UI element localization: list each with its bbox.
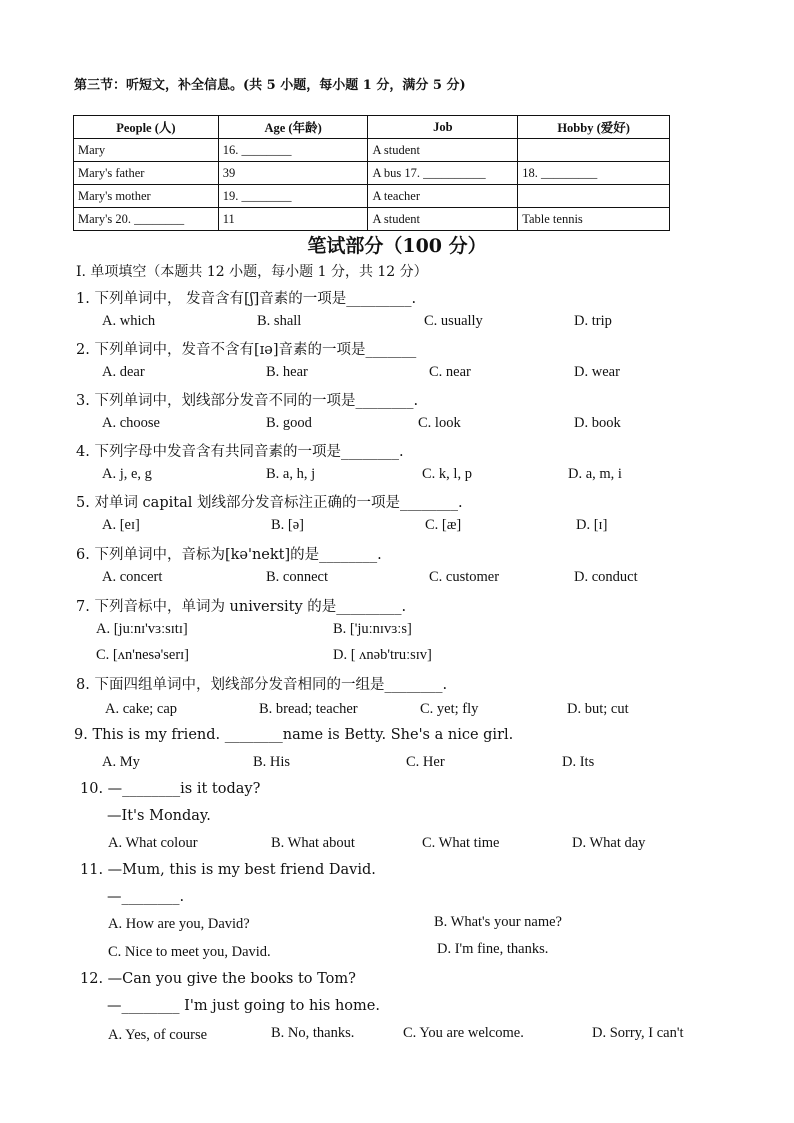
q8-option-c: C. yet; fly (420, 701, 479, 717)
q2-option-c: C. near (429, 364, 471, 380)
q4-option-d: D. a, m, i (568, 466, 622, 482)
q6-option-b: B. connect (266, 569, 329, 585)
question-3-stem: 3. 下列单词中，划线部分发音不同的一项是________. (76, 393, 419, 409)
q7-option-b: B. ['juːnɪvɜːs] (333, 621, 412, 637)
q6-option-c: C. customer (429, 569, 500, 585)
q5-option-a: A. [eɪ] (102, 517, 140, 533)
question-10-answer-line: —It's Monday. (107, 808, 211, 824)
header-job: Job (368, 116, 518, 139)
q3-option-b: B. good (266, 415, 312, 431)
question-2-stem: 2. 下列单词中，发音不含有[ɪə]音素的一项是_______ (76, 342, 417, 358)
section3-title: 第三节：听短文，补全信息。(共 5 小题，每小题 1 分，满分 5 分) (74, 78, 466, 93)
table-cell (518, 185, 670, 208)
table-cell: Mary's father (74, 162, 219, 185)
q8-option-b: B. bread; teacher (259, 701, 358, 717)
q1-option-a: A. which (102, 313, 156, 329)
q10-option-c: C. What time (422, 835, 500, 851)
q7-option-d: D. [ ʌnəb'truːsɪv] (333, 647, 432, 663)
written-subtitle: I. 单项填空（本题共 12 小题，每小题 1 分，共 12 分） (76, 264, 428, 280)
q12-option-b: B. No, thanks. (271, 1025, 355, 1041)
q2-option-d: D. wear (574, 364, 620, 380)
q10-option-b: B. What about (271, 835, 355, 851)
table-row (74, 185, 670, 208)
q11-option-c: C. Nice to meet you, David. (108, 944, 271, 960)
table-cell: 16. ________ (218, 139, 368, 162)
q1-option-c: C. usually (424, 313, 483, 329)
table-row (74, 162, 670, 185)
question-4-stem: 4. 下列字母中发音含有共同音素的一项是________. (76, 444, 404, 460)
q4-option-c: C. k, l, p (422, 466, 472, 482)
q9-option-b: B. His (253, 754, 291, 770)
q12-option-c: C. You are welcome. (403, 1025, 524, 1041)
q11-option-a: A. How are you, David? (108, 916, 250, 932)
q5-option-b: B. [ə] (271, 517, 305, 533)
table-row (74, 208, 670, 231)
table-cell: 18. _________ (518, 162, 670, 185)
table-cell: Mary's 20. ________ (74, 208, 219, 231)
table-cell (518, 139, 670, 162)
table-cell: Mary's mother (74, 185, 219, 208)
question-10-stem: 10. —________is it today? (80, 781, 261, 797)
question-5-stem: 5. 对单词 capital 划线部分发音标注正确的一项是________. (76, 495, 463, 511)
q4-option-b: B. a, h, j (266, 466, 316, 482)
question-1-stem: 1. 下列单词中， 发音含有[ʃ]音素的一项是_________. (76, 291, 417, 307)
question-8-stem: 8. 下面四组单词中，划线部分发音相同的一组是________. (76, 677, 448, 693)
table-row (74, 139, 670, 162)
q10-option-d: D. What day (572, 835, 646, 851)
q2-option-b: B. hear (266, 364, 308, 380)
q12-option-a: A. Yes, of course (108, 1027, 208, 1043)
table-cell: 19. ________ (218, 185, 368, 208)
q2-option-a: A. dear (102, 364, 145, 380)
q4-option-a: A. j, e, g (102, 466, 152, 482)
table-cell: A student (368, 139, 518, 162)
table-cell: 39 (218, 162, 368, 185)
table-cell: 11 (218, 208, 368, 231)
question-9-stem: 9. This is my friend. ________name is Betty. She's a nice girl. (74, 727, 514, 743)
question-11-stem: 11. —Mum, this is my best friend David. (80, 862, 376, 878)
q11-option-d: D. I'm fine, thanks. (437, 941, 549, 957)
table-cell: Table tennis (518, 208, 670, 231)
q1-option-d: D. trip (574, 313, 612, 329)
table-cell: A student (368, 208, 518, 231)
q7-option-a: A. [juːnɪ'vɜːsɪtɪ] (96, 621, 188, 637)
q1-option-b: B. shall (257, 313, 302, 329)
q9-option-a: A. My (102, 754, 140, 770)
q6-option-d: D. conduct (574, 569, 638, 585)
table-header-row (74, 116, 670, 139)
header-hobby: Hobby (爱好) (518, 116, 670, 139)
q5-option-d: D. [ɪ] (576, 517, 608, 533)
question-7-stem: 7. 下列音标中，单词为 university 的是_________. (76, 599, 407, 615)
q12-option-d: D. Sorry, I can't (592, 1025, 684, 1041)
q11-option-b: B. What's your name? (434, 914, 562, 930)
header-people: People (人) (74, 116, 219, 139)
info-table (73, 115, 670, 231)
header-age: Age (年龄) (218, 116, 368, 139)
q3-option-a: A. choose (102, 415, 160, 431)
question-11-answer-line: —________. (107, 889, 185, 905)
written-part-title: 笔试部分（100 分） (307, 235, 487, 257)
q7-option-c: C. [ʌn'nesə'serɪ] (96, 647, 190, 663)
q5-option-c: C. [æ] (425, 517, 462, 533)
q10-option-a: A. What colour (108, 835, 198, 851)
q3-option-c: C. look (418, 415, 461, 431)
q3-option-d: D. book (574, 415, 621, 431)
question-12-stem: 12. —Can you give the books to Tom? (80, 971, 356, 987)
q8-option-a: A. cake; cap (105, 701, 178, 717)
question-12-answer-line: —________ I'm just going to his home. (107, 998, 380, 1014)
q6-option-a: A. concert (102, 569, 163, 585)
table-cell: A bus 17. __________ (368, 162, 518, 185)
q8-option-d: D. but; cut (567, 701, 629, 717)
q9-option-c: C. Her (406, 754, 445, 770)
question-6-stem: 6. 下列单词中，音标为[kə'nekt]的是________. (76, 547, 382, 563)
q9-option-d: D. Its (562, 754, 595, 770)
table-cell: Mary (74, 139, 219, 162)
table-cell: A teacher (368, 185, 518, 208)
